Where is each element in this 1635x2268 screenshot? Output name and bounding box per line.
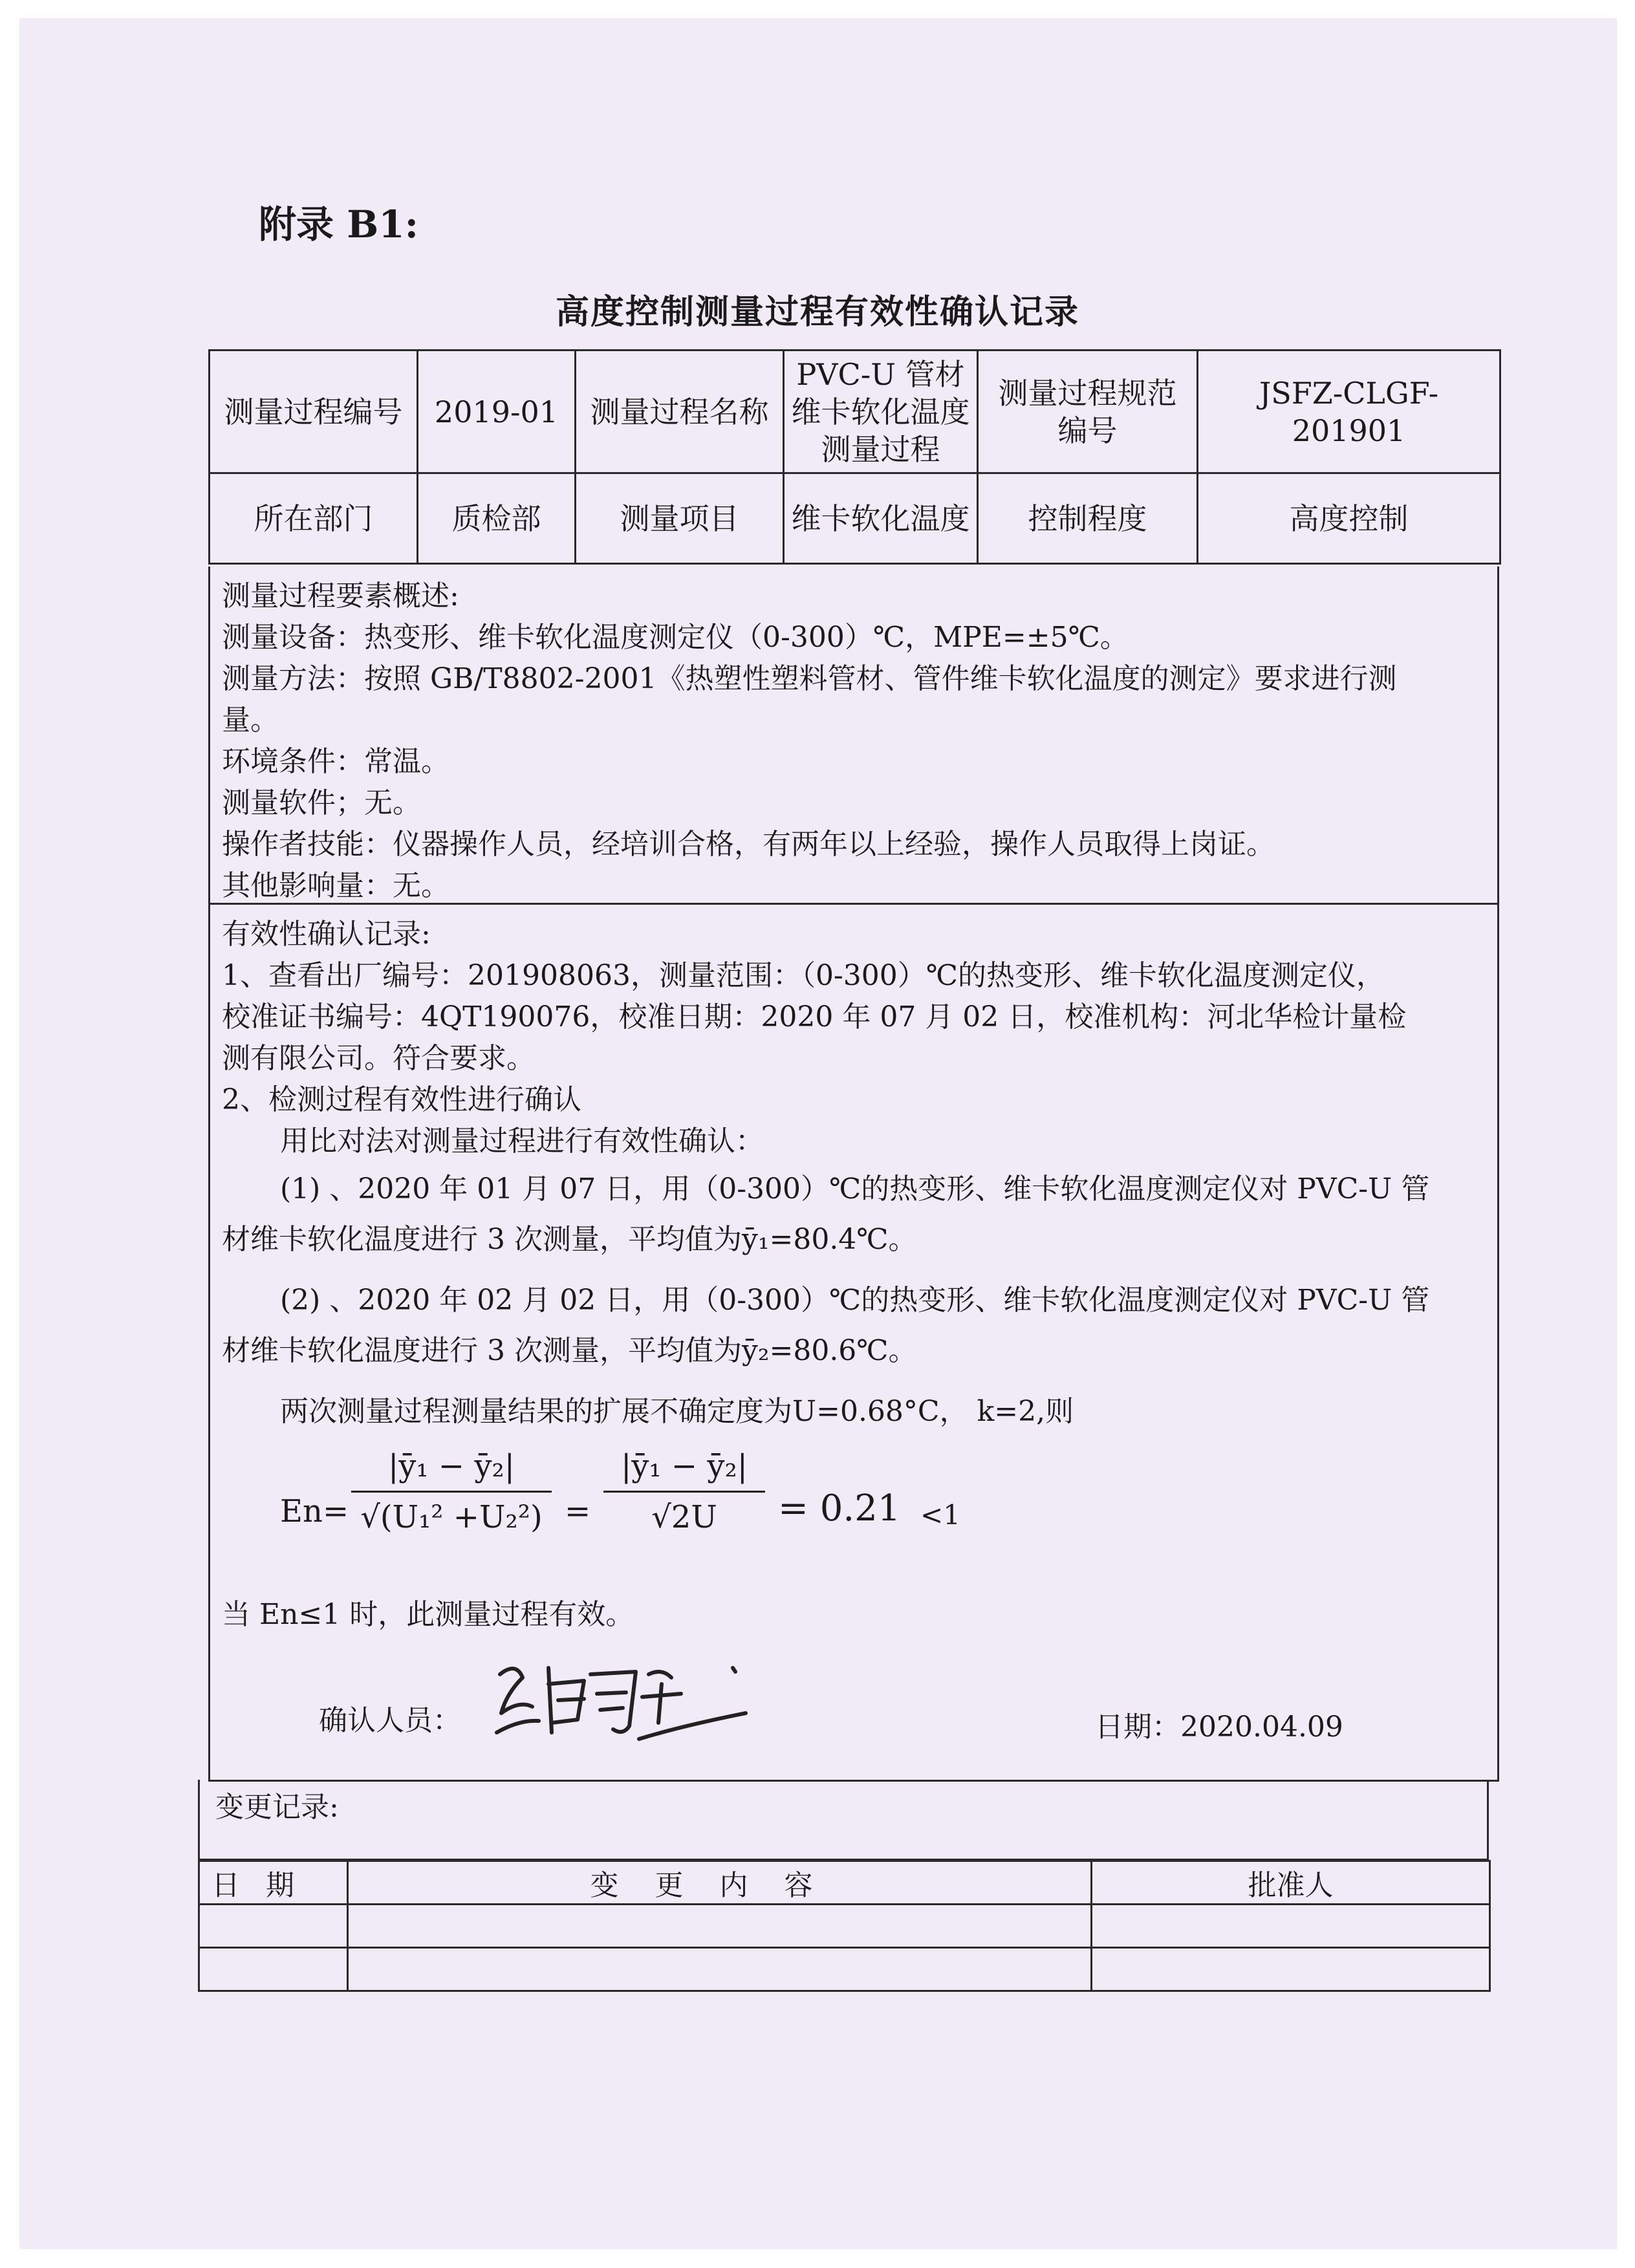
overview-method-line2: 量。 [222,704,279,737]
department-value: 质检部 [418,473,576,564]
formula-result: = 0.21 [778,1487,901,1529]
change-cell [348,1905,1092,1948]
formula-prefix: En= [280,1493,349,1529]
process-no-label: 测量过程编号 [210,351,418,473]
header-row-1 [210,351,1500,473]
change-cell [348,1948,1092,1991]
overview-section [208,567,1499,905]
measure1-line2: 材维卡软化温度进行 3 次测量，平均值为ȳ₁=80.4℃。 [222,1223,917,1256]
control-level-label: 控制程度 [978,473,1198,564]
confirmer-label: 确认人员： [319,1704,461,1737]
formula-denominator-2: √2U [651,1499,717,1535]
formula-fraction-1 [351,1445,552,1538]
change-empty-row [199,1948,1490,1991]
appendix-label: 附录 B1: [259,202,418,246]
signature-line [222,1668,1486,1745]
validation-section [208,905,1499,1782]
change-cell [199,1948,348,1991]
measure1-line1: (1) 、2020 年 01 月 07 日，用（0-300）℃的热变形、维卡软化温度测定仪对 PVC-U 管 [280,1172,1430,1205]
process-name-label: 测量过程名称 [576,351,784,473]
comparison-intro: 用比对法对测量过程进行有效性确认： [280,1125,764,1158]
check-line1: 1、查看出厂编号：201908063，测量范围：（0-300）℃的热变形、维卡软化温度测定仪， [222,959,1385,992]
department-label: 所在部门 [210,473,418,564]
change-cell [199,1905,348,1948]
header-row-2 [210,473,1500,564]
measure-item-value: 维卡软化温度 [784,473,978,564]
overview-other: 其他影响量：无。 [222,869,449,902]
en-formula [222,1432,1486,1594]
overview-equipment: 测量设备：热变形、维卡软化温度测定仪（0-300）℃，MPE=±5℃。 [222,621,1129,654]
formula-less-than: <1 [920,1499,960,1531]
overview-method-line1: 测量方法：按照 GB/T8802-2001《热塑性塑料管材、管件维卡软化温度的测定》要求进行测 [222,662,1397,695]
change-cell [1092,1948,1490,1991]
change-empty-row [199,1905,1490,1948]
change-record-table [198,1860,1491,1992]
overview-environment: 环境条件：常温。 [222,745,449,778]
measure2-line2: 材维卡软化温度进行 3 次测量，平均值为ȳ₂=80.6℃。 [222,1334,917,1367]
uncertainty-line: 两次测量过程测量结果的扩展不确定度为U=0.68°C， k=2,则 [280,1395,1074,1428]
header-table [208,349,1501,565]
check-line2: 校准证书编号：4QT190076，校准日期：2020 年 07 月 02 日，校准机构：河北华检计量检 [222,1000,1407,1033]
overview-operator: 操作者技能：仪器操作人员，经培训合格，有两年以上经验，操作人员取得上岗证。 [222,828,1275,861]
process-name-value: PVC-U 管材维卡软化温度测量过程 [784,351,978,473]
overview-software: 测量软件；无。 [222,786,421,819]
validity-conclusion: 当 En≤1 时，此测量过程有效。 [222,1598,634,1631]
formula-equals: = [565,1493,591,1529]
validation-step2: 2、检测过程有效性进行确认 [222,1083,581,1116]
process-no-value: 2019-01 [418,351,576,473]
change-cell [1092,1905,1490,1948]
change-header-row [199,1861,1490,1905]
process-spec-value: JSFZ-CLGF-201901 [1198,351,1500,473]
validation-title: 有效性确认记录: [222,918,431,951]
change-col-date: 日期 [199,1861,348,1905]
measure-item-label: 测量项目 [576,473,784,564]
measure2-line1: (2) 、2020 年 02 月 02 日，用（0-300）℃的热变形、维卡软化温度测定仪对 PVC-U 管 [280,1284,1430,1317]
formula-denominator-1: √(U₁² +U₂²) [360,1499,543,1535]
control-level-value: 高度控制 [1198,473,1500,564]
check-line3: 测有限公司。符合要求。 [222,1042,535,1075]
change-col-approver: 批准人 [1092,1861,1490,1905]
formula-fraction-2 [603,1445,765,1538]
process-spec-label: 测量过程规范编号 [978,351,1198,473]
overview-title: 测量过程要素概述: [222,579,459,612]
confirm-date: 日期：2020.04.09 [1095,1711,1343,1744]
handwritten-signature [487,1648,759,1752]
document-title: 高度控制测量过程有效性确认记录 [555,292,1079,332]
formula-numerator-1: |ȳ₁ − ȳ₂| [351,1445,552,1493]
change-record-title: 变更记录: [198,1780,1489,1861]
change-col-content: 变更内容 [348,1861,1092,1905]
formula-numerator-2: |ȳ₁ − ȳ₂| [603,1445,765,1493]
